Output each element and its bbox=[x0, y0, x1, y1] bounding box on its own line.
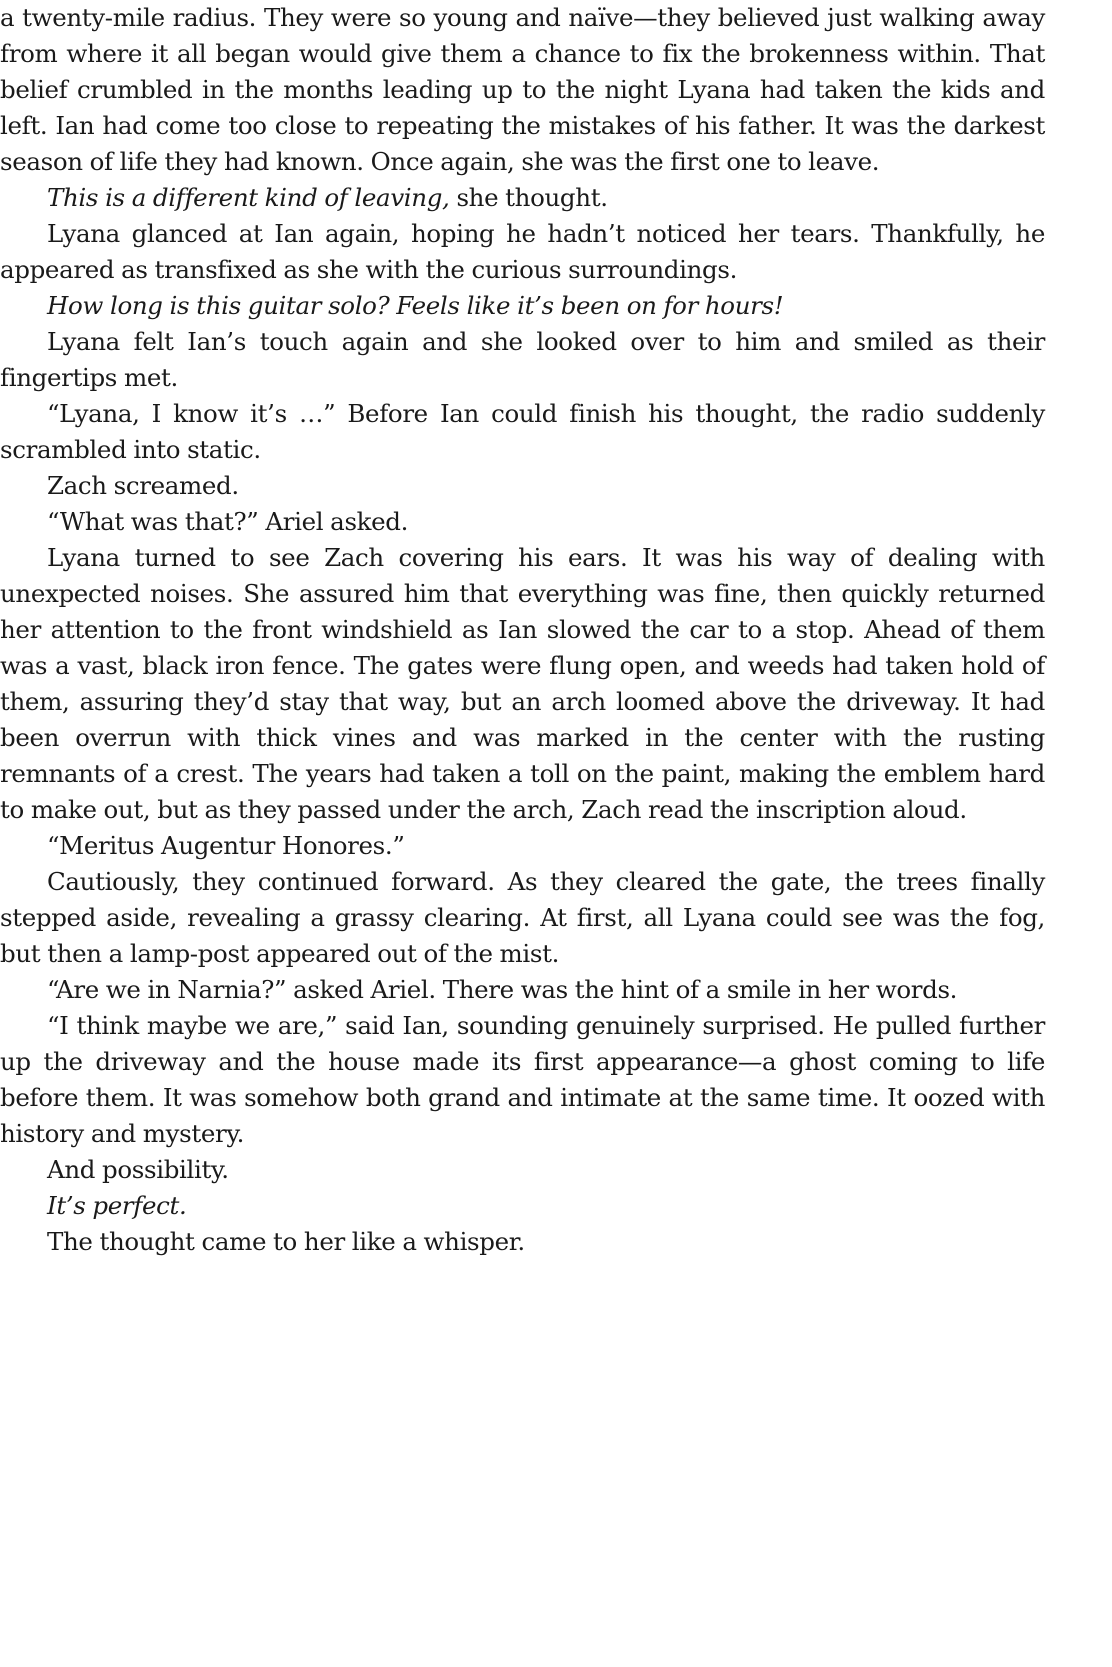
paragraph-8: “What was that?” Ariel asked. bbox=[47, 507, 409, 536]
paragraph-12: “Are we in Narnia?” asked Ariel. There was the hint of a smile in her words. bbox=[47, 975, 958, 1004]
italic-thought: It’s perfect. bbox=[47, 1191, 187, 1220]
paragraph-9: Lyana turned to see Zach covering his ears. It was his way of dealing with unexpected noises. She assured him that everything was fine, then quickly returned her attention to the front windshield as Ian slowed the car to a stop. Ahead of them was a vast, black iron fence. The gates were flung open, and weeds had taken hold of them, assuring they’d stay that way, but an arch loomed above the driveway. It had been overrun with thick vines and was marked in the center with the rusting remnants of a crest. The years had taken a toll on the paint, making the emblem hard to make out, but as they passed under the arch, Zach read the inscription aloud. bbox=[0, 543, 1045, 824]
paragraph-6: “Lyana, I know it’s …” Before Ian could finish his thought, the radio suddenly scrambled into static. bbox=[0, 399, 1045, 464]
paragraph-15 bbox=[0, 1188, 1045, 1224]
paragraph-5: Lyana felt Ian’s touch again and she looked over to him and smiled as their fingertips met. bbox=[0, 327, 1045, 392]
paragraph-14: And possibility. bbox=[47, 1155, 229, 1184]
italic-thought: This is a different kind of leaving, bbox=[47, 183, 450, 212]
paragraph-1: a twenty-mile radius. They were so young and naïve—they believed just walking away from where it all began would give them a chance to fix the brokenness within. That belief crumbled in the months leading up to the night Lyana had taken the kids and left. Ian had come too close to repeating the mistakes of his father. It was the darkest season of life they had known. Once again, she was the first one to leave. bbox=[0, 3, 1045, 176]
paragraph-7: Zach screamed. bbox=[47, 471, 239, 500]
italic-thought: How long is this guitar solo? Feels like it’s been on for hours! bbox=[47, 291, 784, 320]
paragraph-3: Lyana glanced at Ian again, hoping he hadn’t noticed her tears. Thankfully, he appeared as transfixed as she with the curious surroundings. bbox=[0, 219, 1045, 284]
paragraph-16: The thought came to her like a whisper. bbox=[47, 1227, 525, 1256]
paragraph-13: “I think maybe we are,” said Ian, sounding genuinely surprised. He pulled further up the driveway and the house made its first appearance—a ghost coming to life before them. It was somehow both grand and intimate at the same time. It oozed with history and mystery. bbox=[0, 1011, 1045, 1148]
paragraph-2: This is a different kind of leaving, she thought. bbox=[47, 183, 608, 212]
paragraph-10: “Meritus Augentur Honores.” bbox=[47, 831, 405, 860]
paragraph-11: Cautiously, they continued forward. As they cleared the gate, the trees finally stepped aside, revealing a grassy clearing. At first, all Lyana could see was the fog, but then a lamp-post appeared out of the mist. bbox=[0, 867, 1045, 968]
paragraph-4 bbox=[0, 288, 1045, 324]
